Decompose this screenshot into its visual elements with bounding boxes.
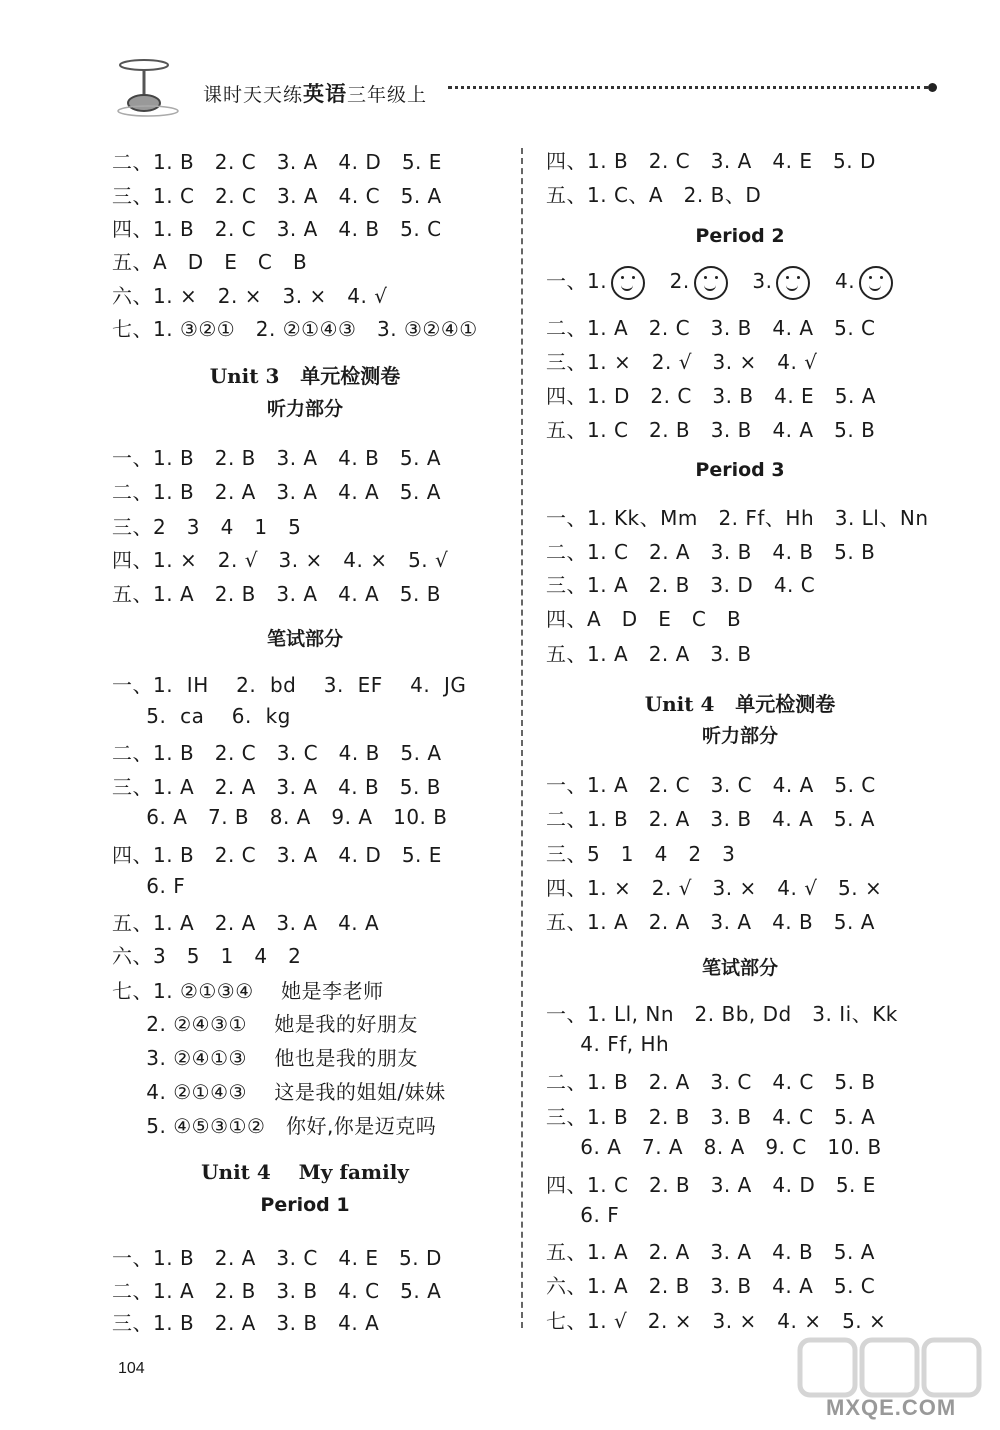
answer-line: 6. F <box>112 874 186 898</box>
column-divider <box>521 148 523 1328</box>
answer-line: 4. ②①④③ 这是我的姐姐/妹妹 <box>112 1080 446 1104</box>
page-header <box>0 0 1000 130</box>
answer-line: 五、1. A 2. A 3. A 4. B 5. A <box>546 1240 875 1264</box>
answer-line: 6. F <box>546 1203 620 1227</box>
answer-line: 三、1. × 2. √ 3. × 4. √ <box>546 350 818 374</box>
answer-line: 四、1. × 2. √ 3. × 4. √ 5. × <box>546 876 883 900</box>
answer-line: 5. ca 6. kg <box>112 704 291 728</box>
answer-line: 五、1. C 2. B 3. B 4. A 5. B <box>546 418 876 442</box>
answer-line: 二、1. B 2. C 3. A 4. D 5. E <box>112 150 442 174</box>
answer-line: 五、A D E C B <box>112 250 308 274</box>
answer-line: 七、1. ②①③④ 她是李老师 <box>112 979 384 1003</box>
answer-number: 2. <box>669 269 690 293</box>
answer-line: 一、1. B 2. A 3. C 4. E 5. D <box>112 1246 442 1270</box>
answer-line: 七、1. √ 2. × 3. × 4. × 5. × <box>546 1309 887 1333</box>
answer-line: 三、1. A 2. B 3. D 4. C <box>546 573 816 597</box>
subsection-heading: 笔试部分 <box>701 957 778 979</box>
answer-line: 四、1. B 2. C 3. A 4. E 5. D <box>546 149 876 173</box>
smiley-face-icon <box>611 266 645 300</box>
answer-line: 一、1. A 2. C 3. C 4. A 5. C <box>546 773 876 797</box>
subsection-heading: Period 1 <box>260 1194 350 1216</box>
answer-line: 5. ④⑤③①② 你好,你是迈克吗 <box>112 1114 437 1138</box>
answer-line: 二、1. B 2. A 3. A 4. A 5. A <box>112 480 441 504</box>
answer-line: 六、3 5 1 4 2 <box>112 944 302 968</box>
section-heading: Unit 3 单元检测卷 <box>209 364 401 388</box>
smiley-face-icon <box>694 266 728 300</box>
answer-line: 四、1. D 2. C 3. B 4. E 5. A <box>546 384 876 408</box>
answer-line: 三、2 3 4 1 5 <box>112 515 302 539</box>
answer-line: 一、1. B 2. B 3. A 4. B 5. A <box>112 446 442 470</box>
answer-line: 6. A 7. B 8. A 9. A 10. B <box>112 805 448 829</box>
answer-line: 五、1. C、A 2. B、D <box>546 183 762 207</box>
answer-line: 四、1. B 2. C 3. A 4. D 5. E <box>112 843 442 867</box>
answer-line: 七、1. ③②① 2. ②①④③ 3. ③②④① <box>112 317 478 341</box>
answer-line: 三、1. A 2. A 3. A 4. B 5. B <box>112 775 441 799</box>
answer-line: 4. Ff, Hh <box>546 1032 670 1056</box>
subsection-heading: 听力部分 <box>701 725 778 747</box>
smiley-answer-row <box>546 265 918 300</box>
answer-line: 一、1. Ll, Nn 2. Bb, Dd 3. Ii、Kk <box>546 1002 898 1026</box>
answer-line: 三、1. C 2. C 3. A 4. C 5. A <box>112 184 442 208</box>
subsection-heading: Period 2 <box>695 225 785 247</box>
answer-line: 四、A D E C B <box>546 607 742 631</box>
answer-line: 一、1. Kk、Mm 2. Ff、Hh 3. Ll、Nn <box>546 506 929 530</box>
header-title: 课时天天练英语三年级上 <box>203 82 428 106</box>
smiley-face-icon <box>776 266 810 300</box>
answer-number: 4. <box>835 269 856 293</box>
answer-line: 四、1. B 2. C 3. A 4. B 5. C <box>112 217 442 241</box>
answer-number: 一、1. <box>546 269 608 293</box>
answer-line: 二、1. A 2. C 3. B 4. A 5. C <box>546 316 876 340</box>
answer-line: 一、1. IH 2. bd 3. EF 4. JG <box>112 673 467 697</box>
answer-line: 二、1. B 2. A 3. C 4. C 5. B <box>546 1070 876 1094</box>
header-dotted-rule <box>448 86 928 89</box>
lamp-logo-icon <box>108 55 188 120</box>
section-heading: Unit 4 My family <box>201 1160 409 1184</box>
header-dot <box>928 83 937 92</box>
answer-line: 二、1. A 2. B 3. B 4. C 5. A <box>112 1279 442 1303</box>
answer-line: 三、1. B 2. B 3. B 4. C 5. A <box>546 1105 876 1129</box>
answer-line: 五、1. A 2. A 3. A 4. A <box>112 911 380 935</box>
answer-line: 2. ②④③① 她是我的好朋友 <box>112 1012 418 1036</box>
smiley-face-icon <box>859 266 893 300</box>
answer-line: 四、1. C 2. B 3. A 4. D 5. E <box>546 1173 876 1197</box>
answer-line: 二、1. B 2. C 3. C 4. B 5. A <box>112 741 442 765</box>
subsection-heading: Period 3 <box>695 459 785 481</box>
answer-line: 三、1. B 2. A 3. B 4. A <box>112 1311 380 1335</box>
answer-line: 6. A 7. A 8. A 9. C 10. B <box>546 1135 882 1159</box>
watermark-text: MXQE.COM <box>826 1395 957 1420</box>
section-heading: Unit 4 单元检测卷 <box>644 692 836 716</box>
answer-line: 六、1. × 2. × 3. × 4. √ <box>112 284 388 308</box>
answer-line: 3. ②④①③ 他也是我的朋友 <box>112 1046 418 1070</box>
subsection-heading: 听力部分 <box>266 398 343 420</box>
answer-line: 二、1. B 2. A 3. B 4. A 5. A <box>546 807 875 831</box>
answer-line: 六、1. A 2. B 3. B 4. A 5. C <box>546 1274 876 1298</box>
answer-line: 三、5 1 4 2 3 <box>546 842 736 866</box>
answer-line: 五、1. A 2. A 3. B <box>546 642 752 666</box>
answer-line: 五、1. A 2. A 3. A 4. B 5. A <box>546 910 875 934</box>
answer-line: 二、1. C 2. A 3. B 4. B 5. B <box>546 540 876 564</box>
answer-number: 3. <box>752 269 773 293</box>
page-number: 104 <box>118 1360 145 1377</box>
answer-line: 五、1. A 2. B 3. A 4. A 5. B <box>112 582 441 606</box>
answer-line: 四、1. × 2. √ 3. × 4. × 5. √ <box>112 548 449 572</box>
subsection-heading: 笔试部分 <box>266 628 343 650</box>
